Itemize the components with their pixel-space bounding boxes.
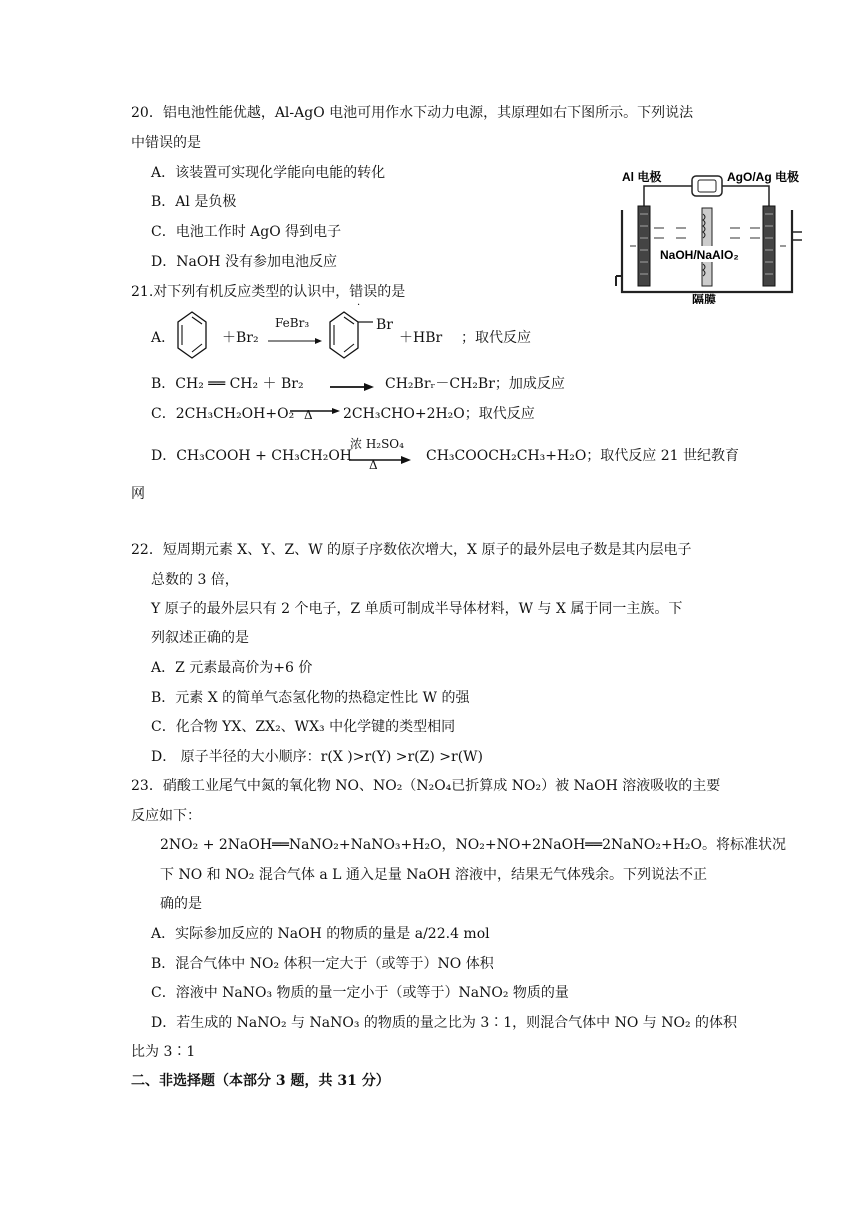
q20-stem-line1: 20．铝电池性能优越，Al-AgO 电池可用作水下动力电源，其原理如右下图所示。下列说法 <box>131 105 694 121</box>
q22-stem-line3: Y 原子的最外层只有 2 个电子，Z 单质可制成半导体材料，W 与 X 属于同一主族。下 <box>151 601 683 617</box>
q21-d-condition-top: 浓 H₂SO₄ <box>350 437 404 451</box>
reaction-arrow-icon <box>349 452 411 468</box>
q21-a-br2: ＋Br₂ <box>222 330 259 346</box>
q22-option-c: C．化合物 YX、ZX₂、WX₃ 中化学键的类型相同 <box>151 719 456 735</box>
battery-diagram <box>604 164 808 304</box>
q21-option-b-right: CH₂Brᵣ－CH₂Br；加成反应 <box>385 376 565 392</box>
q23-option-d-line1: D．若生成的 NaNO₂ 与 NaNO₃ 的物质的量之比为 3∶1，则混合气体中 NO 与 NO₂ 的体积 <box>151 1015 738 1031</box>
q21-option-b-left: B．CH₂ ══ CH₂ ＋ Br₂ <box>151 376 304 392</box>
q22-stem-line2: 总数的 3 倍， <box>151 572 239 588</box>
q23-option-c: C．溶液中 NaNO₃ 物质的量一定小于（或等于）NaNO₂ 物质的量 <box>151 985 569 1001</box>
q21-a-catalyst: FeBr₃ <box>275 316 310 330</box>
q23-stem-line5: 确的是 <box>160 896 202 912</box>
load-icon <box>692 176 722 196</box>
q21-a-hbr: ＋HBr <box>399 330 443 346</box>
benzene-ring-icon <box>175 310 209 366</box>
q21-a-br: Br <box>376 317 393 333</box>
q23-option-a: A．实际参加反应的 NaOH 的物质的量是 a/22.4 mol <box>151 926 490 942</box>
q20-option-b: B．Al 是负极 <box>151 194 237 210</box>
q23-option-d-line2: 比为 3∶1 <box>131 1044 196 1060</box>
q22-stem-line4: 列叙述正确的是 <box>151 630 249 646</box>
q20-stem-line2: 中错误的是 <box>131 135 201 151</box>
al-electrode-label: Al 电极 <box>622 170 662 184</box>
q21-d-condition-bottom: Δ <box>369 458 378 472</box>
q21-option-d-left: D．CH₃COOH + CH₃CH₂OH <box>151 448 353 464</box>
q21-stem: 21.对下列有机反应类型的认识中，错误的是 <box>131 284 406 300</box>
q22-option-a: A．Z 元素最高价为+6 价 <box>151 660 313 676</box>
q23-stem-line2: 反应如下： <box>131 808 201 824</box>
q21-a-prefix: A． <box>151 330 176 346</box>
q23-stem-line4: 下 NO 和 NO₂ 混合气体 a L 通入足量 NaOH 溶液中，结果无气体残余。下列说法不正 <box>160 867 708 883</box>
ago-electrode-label: AgO/Ag 电极 <box>727 170 799 184</box>
q21-c-condition: Δ <box>304 408 313 422</box>
q22-stem-line1: 22．短周期元素 X、Y、Z、W 的原子序数依次增大，X 原子的最外层电子数是其内层电子 <box>131 542 692 558</box>
reaction-arrow-icon <box>268 333 322 349</box>
q22-option-b: B．元素 X 的简单气态氢化物的热稳定性比 W 的强 <box>151 690 470 706</box>
q20-option-c: C．电池工作时 AgO 得到电子 <box>151 224 342 240</box>
q21-a-type: ；取代反应 <box>461 330 531 346</box>
membrane-label: 隔膜 <box>692 293 717 304</box>
q23-option-b: B．混合气体中 NO₂ 体积一定大于（或等于）NO 体积 <box>151 956 494 972</box>
q23-stem-line3: 2NO₂ + 2NaOH══NaNO₂+NaNO₃+H₂O，NO₂+NO+2NaOH══2NaNO₂+H₂O。将标准状况 <box>160 837 787 853</box>
electrolyte-label: NaOH/NaAlO₂ <box>660 248 739 262</box>
q21-option-c-left: C．2CH₃CH₂OH+O₂ <box>151 406 295 422</box>
q21-option-c-right: 2CH₃CHO+2H₂O；取代反应 <box>343 406 535 422</box>
heat-arrow-icon <box>290 408 340 426</box>
q21-option-d-right: CH₃COOCH₂CH₃+H₂O；取代反应 21 世纪教育 <box>426 448 740 464</box>
q22-option-d: D． 原子半径的大小顺序：r(X )>r(Y) >r(Z) >r(W) <box>151 749 484 765</box>
bromobenzene-ring-icon <box>327 310 377 366</box>
reaction-arrow-icon <box>330 379 374 395</box>
emphasis-dot: · <box>357 300 361 311</box>
q20-option-d: D．NaOH 没有参加电池反应 <box>151 254 337 270</box>
section-heading: 二、非选择题（本部分 3 题，共 31 分） <box>131 1073 390 1089</box>
q20-option-a: A．该装置可实现化学能向电能的转化 <box>151 165 386 181</box>
q23-stem-line1: 23．硝酸工业尾气中氮的氧化物 NO、NO₂（N₂O₄已折算成 NO₂）被 NaOH 溶液吸收的主要 <box>131 778 721 794</box>
q21-option-d-wrap: 网 <box>131 486 145 502</box>
